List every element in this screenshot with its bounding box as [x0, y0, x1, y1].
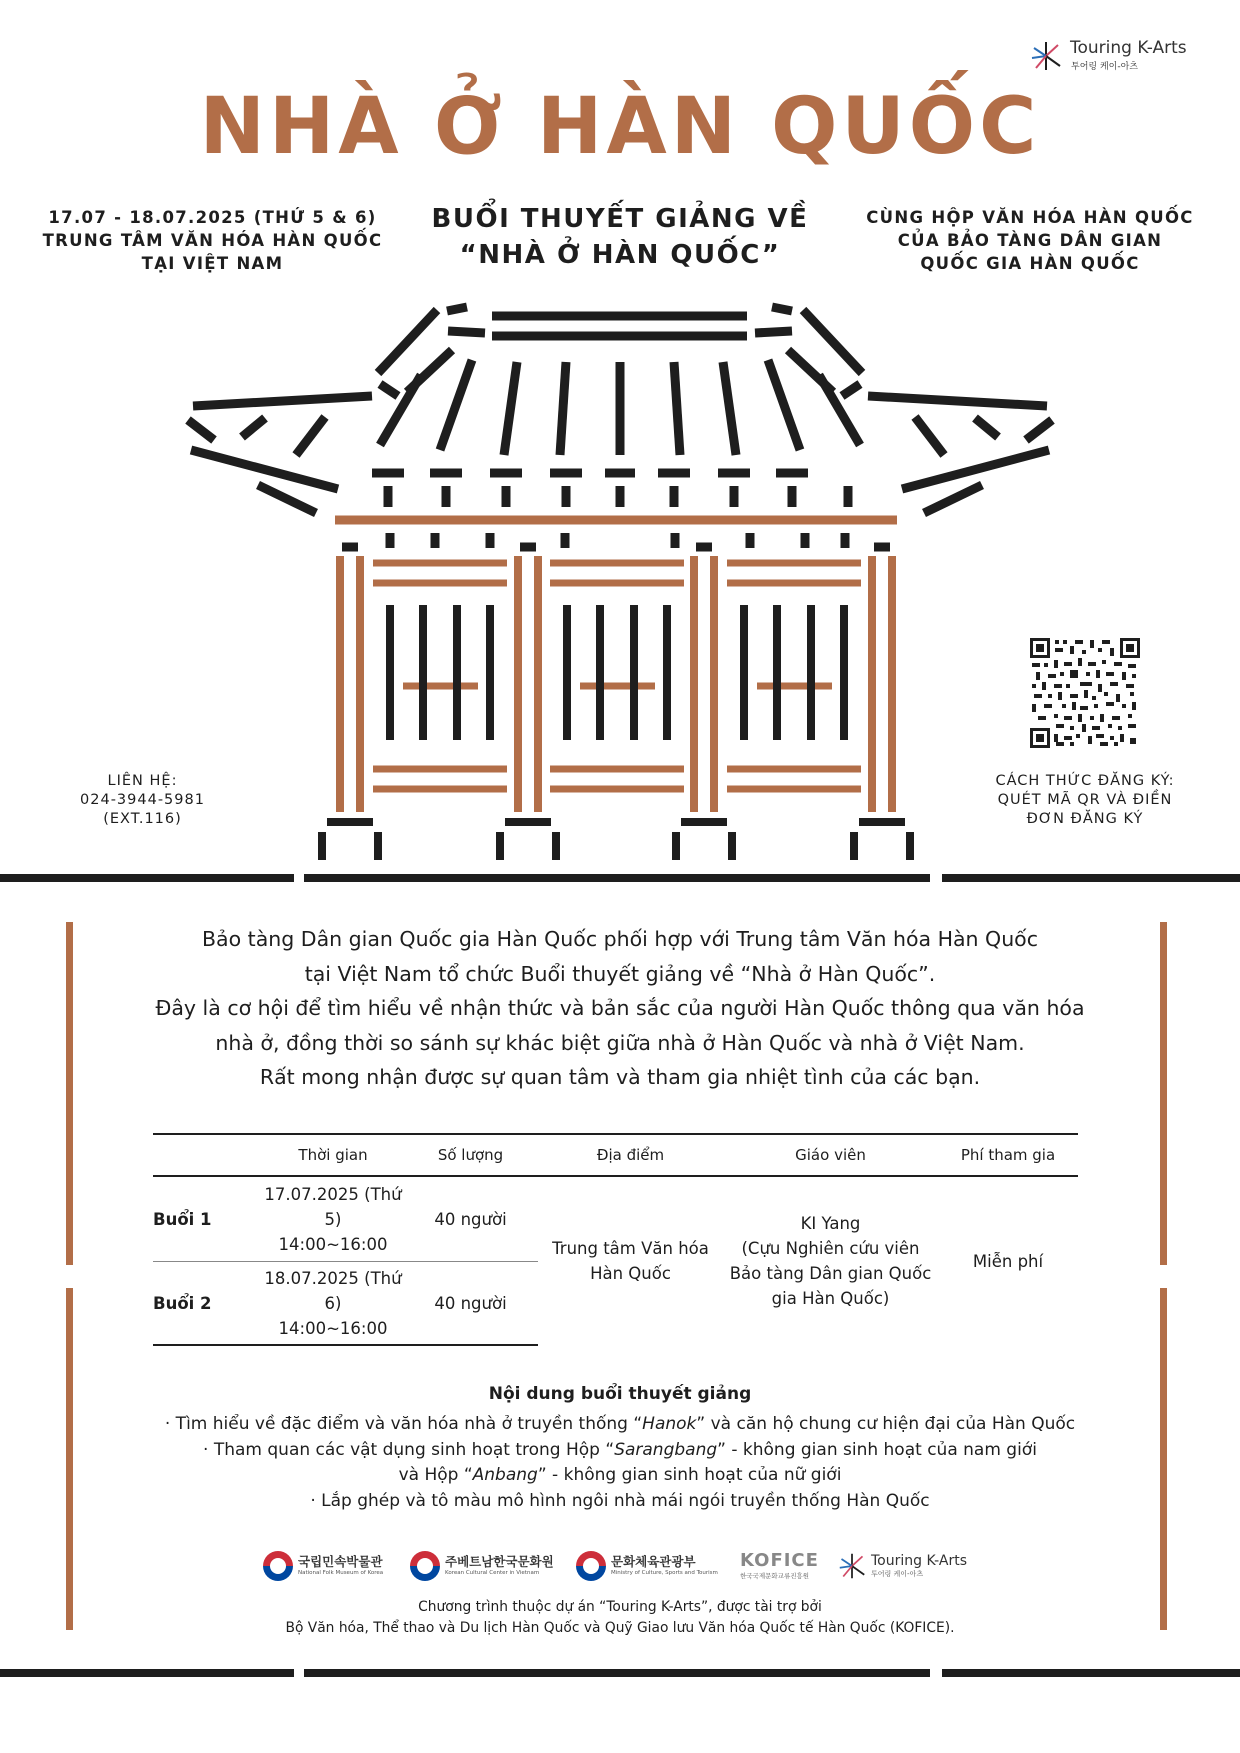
teacher-title: (Cựu Nghiên cứu viên — [741, 1239, 920, 1258]
content-item: · Tham quan các vật dụng sinh hoạt trong Hộp “Sarangbang” - không gian sinh hoạt của nam giới — [203, 1439, 1037, 1460]
subtitle-line1: BUỔI THUYẾT GIẢNG VỀ — [431, 204, 809, 234]
kofice-logo: KOFICE 한국국제문화교류진흥원 — [740, 1550, 819, 1581]
intro-text — [120, 922, 1120, 1095]
footer-line: Chương trình thuộc dự án “Touring K-Arts”, được tài trợ bởi — [418, 1599, 822, 1615]
session-date: 18.07.2025 (Thứ 6) — [264, 1268, 402, 1313]
session-count: 40 người — [403, 1176, 538, 1262]
bottom-rule — [0, 1668, 1240, 1678]
content-item: và Hộp “Anbang” - không gian sinh hoạt của nữ giới — [398, 1465, 842, 1485]
culture-box-line2: CỦA BẢO TÀNG DÂN GIAN — [897, 231, 1163, 250]
door-panels — [373, 563, 861, 789]
touring-k-arts-icon — [838, 1552, 866, 1580]
registration-step1: QUÉT MÃ QR VÀ ĐIỀN — [997, 792, 1173, 808]
content-item: · Tìm hiểu về đặc điểm và văn hóa nhà ở truyền thống “Hanok” và căn hộ chung cư hiện đại của Hàn Quốc — [164, 1414, 1076, 1434]
teacher-title: gia Hàn Quốc) — [771, 1289, 890, 1308]
table-header-row — [153, 1134, 1078, 1176]
teacher-cell — [723, 1176, 938, 1345]
teacher-title: Bảo tàng Dân gian Quốc — [729, 1264, 932, 1283]
teacher-name: KI Yang — [800, 1214, 861, 1233]
header-time: Thời gian — [263, 1134, 403, 1176]
culture-box-line3: QUỐC GIA HÀN QUỐC — [920, 254, 1140, 273]
session-label: Buổi 1 — [153, 1176, 263, 1262]
session-hours: 14:00~16:00 — [278, 1234, 388, 1254]
museum-logo: 국립민속박물관 National Folk Museum of Korea — [263, 1550, 383, 1582]
session-time — [263, 1262, 403, 1346]
contact-ext: (EXT.116) — [103, 811, 182, 827]
touring-k-arts-logo: Touring K-Arts 투어링 케이-아츠 — [838, 1550, 967, 1582]
taegeuk-icon — [410, 1551, 440, 1581]
registration-info — [980, 772, 1190, 829]
session-label: Buổi 2 — [153, 1262, 263, 1346]
contact-phone[interactable]: 024-3944-5981 — [80, 792, 205, 808]
left-accent-bar-top — [66, 922, 73, 1265]
intro-line: nhà ở, đồng thời so sánh sự khác biệt giữa nhà ở Hàn Quốc và nhà ở Việt Nam. — [215, 1030, 1025, 1055]
header-location: Địa điểm — [538, 1134, 723, 1176]
cultural-center-logo: 주베트남한국문화원 Korean Cultural Center in Vietnam — [410, 1550, 554, 1582]
content-title: Nội dung buổi thuyết giảng — [488, 1384, 752, 1404]
footer-note — [0, 1597, 1240, 1639]
culture-box-line1: CÙNG HỘP VĂN HÓA HÀN QUỐC — [866, 208, 1194, 227]
location-line: Trung tâm Văn hóa — [552, 1239, 709, 1258]
ministry-logo: 문화체육관광부 Ministry of Culture, Sports and Tourism — [576, 1550, 718, 1582]
header-fee: Phí tham gia — [938, 1134, 1078, 1176]
intro-line: Đây là cơ hội để tìm hiểu về nhận thức và bản sắc của người Hàn Quốc thông qua văn hóa — [155, 996, 1085, 1020]
subtitle-line2: “NHÀ Ở HÀN QUỐC” — [459, 240, 781, 270]
registration-label: CÁCH THỨC ĐĂNG KÝ: — [995, 773, 1175, 789]
event-venue-line1: TRUNG TÂM VĂN HÓA HÀN QUỐC — [42, 231, 383, 250]
content-item: · Lắp ghép và tô màu mô hình ngôi nhà mái ngói truyền thống Hàn Quốc — [310, 1490, 930, 1511]
session-time — [263, 1176, 403, 1262]
header-quantity: Số lượng — [403, 1134, 538, 1176]
taegeuk-icon — [576, 1551, 606, 1581]
table-row — [153, 1176, 1078, 1262]
right-accent-bar-top — [1160, 922, 1167, 1265]
contact-info — [60, 772, 225, 829]
schedule-table — [153, 1133, 1078, 1346]
roof-lines — [188, 307, 1052, 513]
session-count: 40 người — [403, 1262, 538, 1346]
contact-label: LIÊN HỆ: — [107, 773, 178, 789]
content-list — [0, 1412, 1240, 1514]
location-line: Hàn Quốc — [590, 1264, 671, 1283]
session-date: 17.07.2025 (Thứ 5) — [264, 1184, 402, 1229]
event-venue-line2: TẠI VIỆT NAM — [141, 254, 284, 273]
taegeuk-icon — [263, 1551, 293, 1581]
fee-cell: Miễn phí — [972, 1251, 1044, 1271]
intro-line: Rất mong nhận được sự quan tâm và tham gia nhiệt tình của các bạn. — [259, 1065, 981, 1089]
header-teacher: Giáo viên — [723, 1134, 938, 1176]
page-title: NHÀ Ở HÀN QUỐC — [199, 82, 1041, 172]
intro-line: tại Việt Nam tổ chức Buổi thuyết giảng về “Nhà ở Hàn Quốc”. — [304, 961, 936, 986]
brand-korean: 투어링 케이-아츠 — [1071, 62, 1138, 72]
registration-qr-code[interactable] — [1030, 638, 1140, 748]
session-hours: 14:00~16:00 — [278, 1318, 388, 1338]
header-session — [153, 1134, 263, 1176]
registration-step2: ĐƠN ĐĂNG KÝ — [1026, 811, 1144, 827]
footer-line: Bộ Văn hóa, Thể thao và Du lịch Hàn Quốc và Quỹ Giao lưu Văn hóa Quốc tế Hàn Quốc (KOFICE). — [285, 1620, 955, 1636]
brand-name: Touring K-Arts — [1070, 38, 1187, 58]
intro-line: Bảo tàng Dân gian Quốc gia Hàn Quốc phối hợp với Trung tâm Văn hóa Hàn Quốc — [201, 927, 1038, 951]
location-cell — [538, 1176, 723, 1345]
event-dates: 17.07 - 18.07.2025 (THỨ 5 & 6) — [48, 208, 377, 227]
